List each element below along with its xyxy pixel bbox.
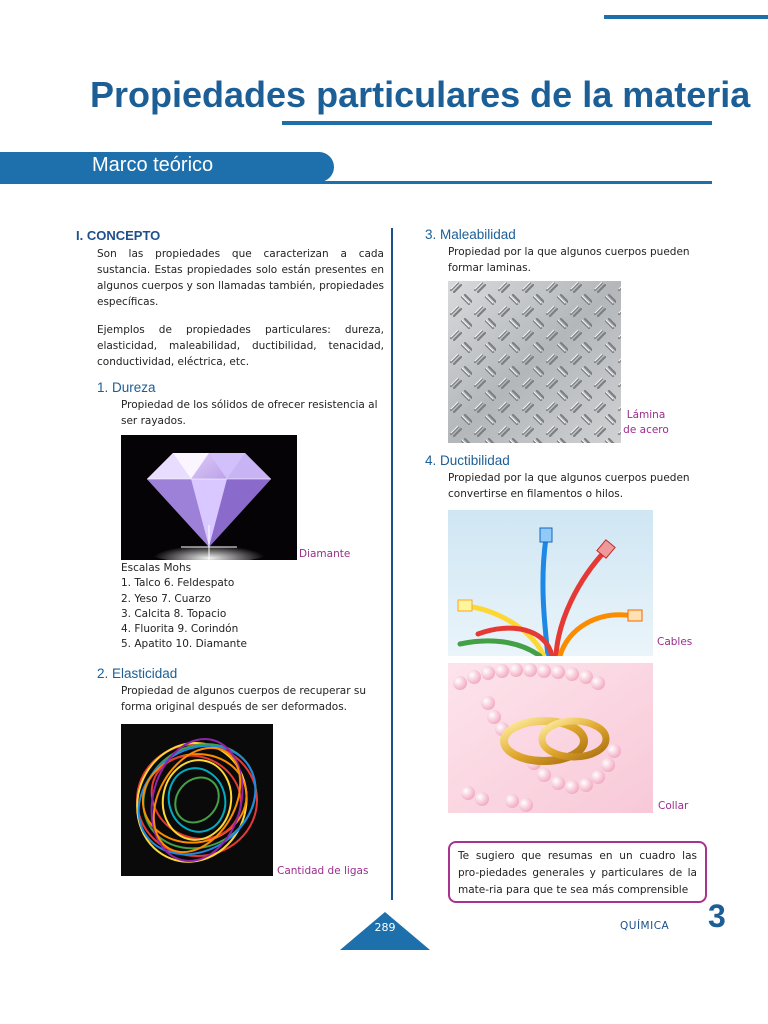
mohs-row: 2. Yeso 7. Cuarzo — [121, 592, 212, 605]
mohs-row: 4. Fluorita 9. Corindón — [121, 623, 239, 636]
section-underline — [0, 181, 712, 184]
ductibilidad-text: Propiedad por la que algunos cuerpos pueden convertirse en filamentos o hilos. — [448, 472, 690, 500]
elasticidad-heading: 2. Elasticidad — [97, 666, 178, 681]
column-divider — [391, 228, 393, 900]
steel-sheet-image — [448, 281, 621, 443]
cables-image — [448, 510, 653, 656]
chapter-number: 3 — [708, 898, 726, 934]
maleabilidad-heading: 3. Maleabilidad — [425, 227, 516, 242]
mohs-row: 1. Talco 6. Feldespato — [121, 577, 235, 590]
steel-caption-line2: de acero — [623, 424, 669, 436]
dureza-text: Propiedad de los sólidos de ofrecer resistencia al ser rayados. — [121, 399, 378, 427]
concept-heading: I. CONCEPTO — [76, 228, 161, 243]
ductibilidad-heading: 4. Ductibilidad — [425, 453, 510, 468]
cables-caption: Cables — [657, 636, 693, 648]
maleabilidad-text: Propiedad por la que algunos cuerpos pueden formar laminas. — [448, 246, 690, 274]
diamond-caption: Diamante — [299, 548, 351, 560]
title-underline — [282, 121, 712, 125]
elasticidad-text: Propiedad de algunos cuerpos de recuperar su forma original después de ser deformados. — [121, 685, 367, 713]
page-number: 289 — [374, 921, 396, 934]
necklace-caption: Collar — [658, 800, 689, 812]
rubber-bands-caption: Cantidad de ligas — [277, 865, 369, 877]
section-label: Marco teórico — [92, 154, 214, 176]
steel-caption — [622, 408, 670, 438]
study-tip-text: Te sugiero que resumas en un cuadro las pro-piedades generales y particulares de la mate-ria para que te sea más comprensible — [458, 850, 697, 896]
mohs-scale — [121, 561, 247, 653]
concept-paragraph: Son las propiedades que caracterizan a cada sustancia. Estas propiedades solo están presentes en algunos cuerpos y son llamadas también, propiedades específicas. — [97, 248, 385, 308]
mohs-row: 5. Apatito 10. Diamante — [121, 638, 247, 651]
mohs-row: 3. Calcita 8. Topacio — [121, 607, 227, 620]
diamond-image — [121, 435, 297, 560]
steel-caption-line1: Lámina — [626, 409, 666, 421]
rubber-bands-image — [121, 724, 273, 876]
mohs-title: Escalas Mohs — [121, 562, 192, 574]
subject-label: QUÍMICA — [620, 920, 670, 932]
pearl-necklace-image — [448, 663, 653, 813]
section-banner — [0, 152, 334, 182]
top-decor-rule — [604, 15, 768, 19]
concept-examples: Ejemplos de propiedades particulares: dureza, elasticidad, maleabilidad, ductibilidad, tenacidad, conductividad, eléctrica, etc. — [97, 324, 384, 368]
study-tip-box — [448, 841, 707, 903]
page-title: Propiedades particulares de la materia — [90, 74, 751, 115]
dureza-heading: 1. Dureza — [97, 380, 156, 395]
